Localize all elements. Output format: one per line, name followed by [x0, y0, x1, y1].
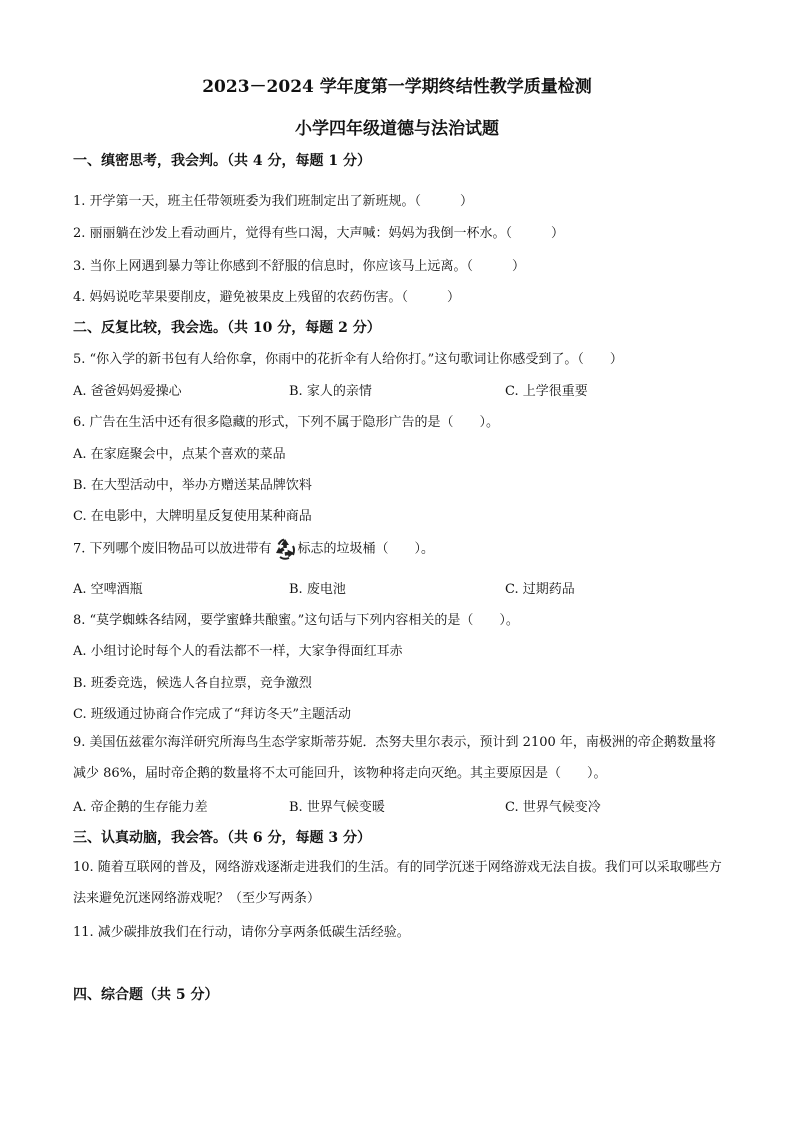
section-4-heading: 四、综合题（共 5 分）: [73, 987, 219, 1003]
question-7: [73, 536, 434, 562]
section-1-heading: 一、缜密思考，我会判。（共 4 分，每题 1 分）: [73, 153, 371, 169]
exam-subtitle: 小学四年级道德与法治试题: [295, 119, 499, 139]
exam-title: 2023－2024 学年度第一学期终结性教学质量检测: [202, 77, 592, 97]
question-7-option-c: C. 过期药品: [505, 582, 575, 597]
question-6-option-a: A. 在家庭聚会中，点某个喜欢的菜品: [73, 447, 286, 462]
question-9-option-b: B. 世界气候变暖: [289, 800, 385, 815]
question-6: 6. 广告在生活中还有很多隐藏的形式，下列不属于隐形广告的是（ ）。: [73, 415, 500, 430]
question-8-option-c: C. 班级通过协商合作完成了“拜访冬天”主题活动: [73, 707, 352, 722]
question-5-option-c: C. 上学很重要: [505, 384, 588, 399]
recycle-icon: [272, 536, 298, 562]
question-4: 4. 妈妈说吃苹果要削皮，避免被果皮上残留的农药伤害。（ ）: [73, 290, 461, 305]
question-7-text-end: 标志的垃圾桶（ ）。: [297, 541, 435, 557]
question-8-option-a: A. 小组讨论时每个人的看法都不一样，大家争得面红耳赤: [73, 644, 403, 659]
question-3: 3. 当你上网遇到暴力等让你感到不舒服的信息时，你应该马上远离。（ ）: [73, 259, 526, 274]
question-5: 5. “你入学的新书包有人给你拿，你雨中的花折伞有人给你打。”这句歌词让你感受到了。（ ）: [73, 352, 623, 367]
question-8: 8. “莫学蜘蛛各结网，要学蜜蜂共酿蜜。”这句话与下列内容相关的是（ ）。: [73, 613, 519, 628]
question-2: 2. 丽丽躺在沙发上看动画片，觉得有些口渴，大声喊：妈妈为我倒一杯水。（ ）: [73, 226, 565, 241]
question-9: 9. 美国伍兹霍尔海洋研究所海鸟生态学家斯蒂芬妮．杰努夫里尔表示，预计到 2100 年，南极洲的帝企鹅数量将减少 86%，届时帝企鹅的数量将不太可能回升，该物种将走向灭绝。其主要原因是（ ）。: [73, 735, 716, 781]
question-9-option-a: A. 帝企鹅的生存能力差: [73, 800, 208, 815]
question-11: 11. 减少碳排放我们在行动，请你分享两条低碳生活经验。: [73, 925, 410, 940]
question-1: 1. 开学第一天，班主任带领班委为我们班制定出了新班规。（ ）: [73, 194, 474, 209]
question-7-option-b: B. 废电池: [289, 582, 346, 597]
question-7-option-a: A. 空啤酒瓶: [73, 582, 143, 597]
question-5-option-b: B. 家人的亲情: [289, 384, 372, 399]
section-3-heading: 三、认真动脑，我会答。（共 6 分，每题 3 分）: [73, 830, 371, 846]
question-9-option-c: C. 世界气候变冷: [505, 800, 601, 815]
question-10: 10. 随着互联网的普及，网络游戏逐渐走进我们的生活。有的同学沉迷于网络游戏无法自拔。我们可以采取哪些方法来避免沉迷网络游戏呢？（至少写两条）: [73, 860, 722, 906]
question-6-option-c: C. 在电影中，大牌明星反复使用某种商品: [73, 509, 312, 524]
question-8-option-b: B. 班委竞选，候选人各自拉票，竞争激烈: [73, 676, 312, 691]
section-2-heading: 二、反复比较，我会选。（共 10 分，每题 2 分）: [73, 320, 381, 336]
question-6-option-b: B. 在大型活动中，举办方赠送某品牌饮料: [73, 478, 312, 493]
question-5-option-a: A. 爸爸妈妈爱操心: [73, 384, 182, 399]
question-7-text-start: 7. 下列哪个废旧物品可以放进带有: [73, 541, 272, 557]
